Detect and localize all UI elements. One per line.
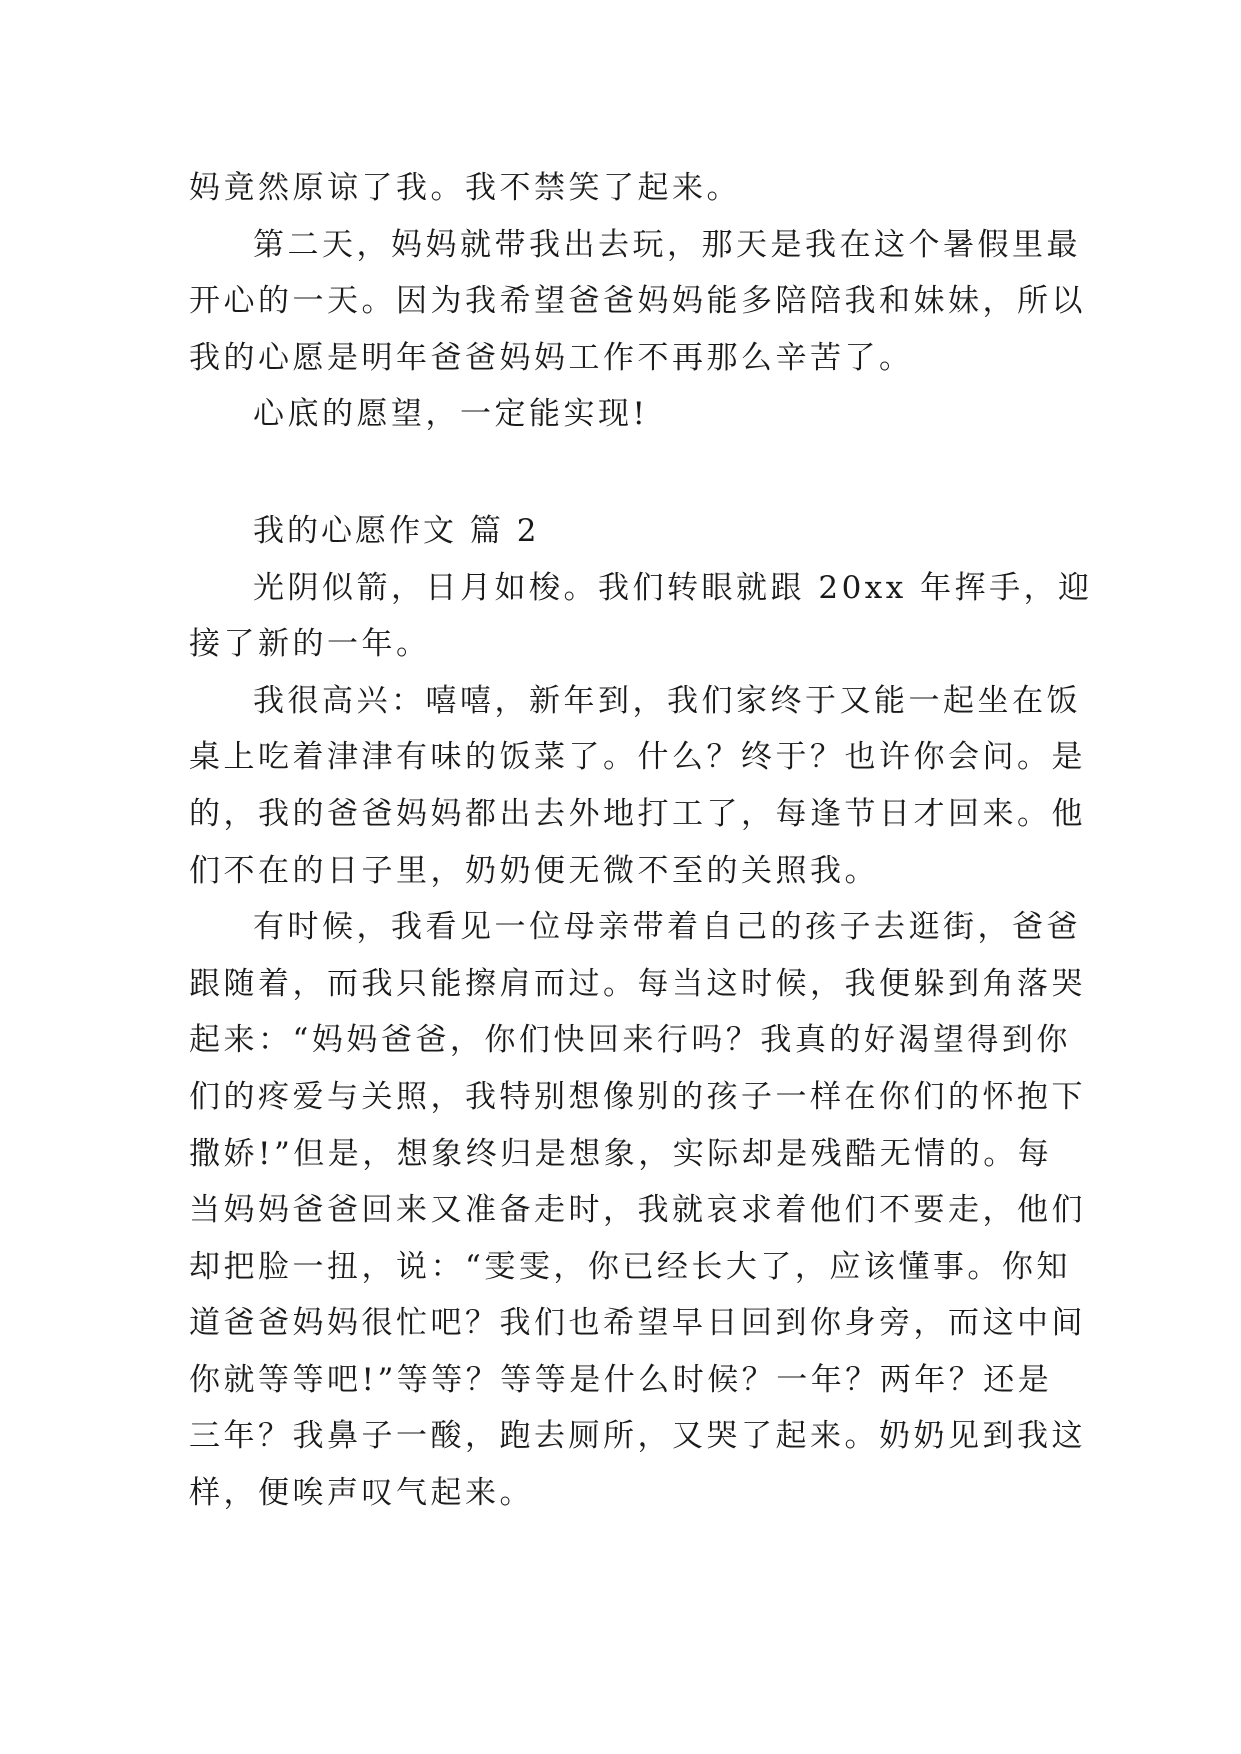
text-line: 妈竟然原谅了我。我不禁笑了起来。 (189, 170, 741, 206)
text-line: 你就等等吧!”等等？等等是什么时候？一年？两年？还是 (189, 1361, 1053, 1398)
text-line: 光阴似箭，日月如梭。我们转眼就跟 20xx 年挥手，迎 (253, 569, 1093, 606)
text-line: 的，我的爸爸妈妈都出去外地打工了，每逢节日才回来。他 (189, 795, 1086, 832)
text-line: 起来：“妈妈爸爸，你们快回来行吗？我真的好渴望得到你 (189, 1022, 1071, 1059)
text-line: 样，便唉声叹气起来。 (189, 1475, 534, 1512)
text-line: 桌上吃着津津有味的饭菜了。什么？终于？也许你会问。是 (189, 739, 1086, 776)
document-page (189, 160, 1093, 1522)
text-line: 当妈妈爸爸回来又准备走时，我就哀求着他们不要走，他们 (189, 1192, 1086, 1229)
text-line: 接了新的一年。 (189, 626, 431, 663)
text-line: 心底的愿望，一定能实现! (253, 396, 649, 433)
section-title: 我的心愿作文 篇 2 (253, 512, 540, 549)
section-gap (189, 443, 1057, 503)
text-line: 道爸爸妈妈很忙吧？我们也希望早日回到你身旁，而这中间 (189, 1305, 1086, 1342)
text-line: 开心的一天。因为我希望爸爸妈妈能多陪陪我和妹妹，所以 (189, 283, 1086, 320)
text-line: 三年？我鼻子一酸，跑去厕所，又哭了起来。奶奶见到我这 (189, 1418, 1086, 1455)
text-line: 却把脸一扭，说：“雯雯，你已经长大了，应该懂事。你知 (189, 1248, 1071, 1285)
text-line: 有时候，我看见一位母亲带着自己的孩子去逛街，爸爸 (253, 909, 1081, 946)
text-line: 我的心愿是明年爸爸妈妈工作不再那么辛苦了。 (189, 339, 914, 376)
text-line: 撒娇!”但是，想象终归是想象，实际却是残酷无情的。每 (189, 1135, 1053, 1172)
text-line: 我很高兴：嘻嘻，新年到，我们家终于又能一起坐在饭 (253, 682, 1081, 719)
text-line: 跟随着，而我只能擦肩而过。每当这时候，我便躲到角落哭 (189, 965, 1086, 1002)
text-line: 们的疼爱与关照，我特别想像别的孩子一样在你们的怀抱下 (189, 1078, 1086, 1115)
text-line: 们不在的日子里，奶奶便无微不至的关照我。 (189, 852, 879, 889)
text-line: 第二天，妈妈就带我出去玩，那天是我在这个暑假里最 (253, 226, 1081, 263)
